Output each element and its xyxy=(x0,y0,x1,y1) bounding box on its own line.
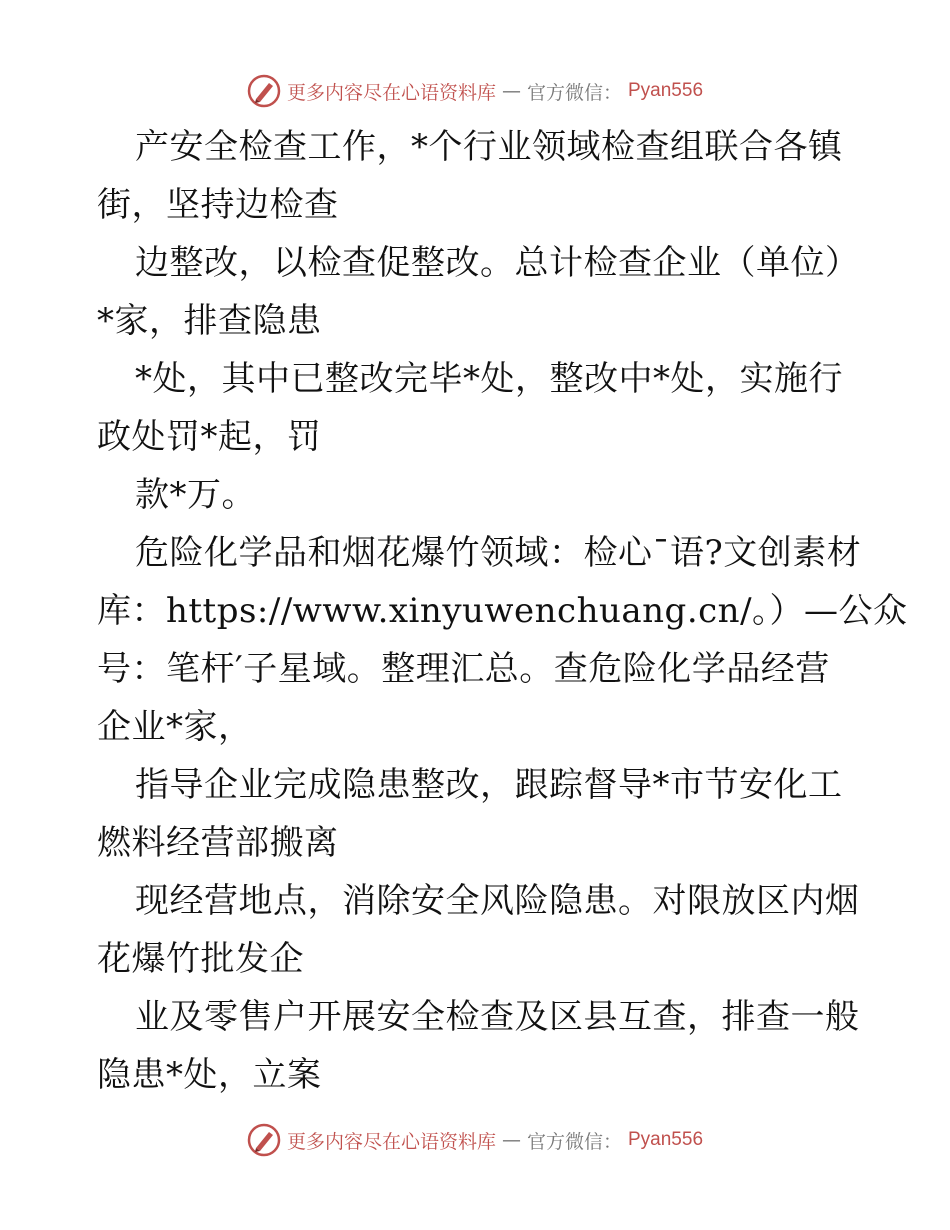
body-line: 政处罚*起，罚 xyxy=(97,417,322,457)
body-line: 花爆竹批发企 xyxy=(97,939,304,979)
body-line: 款*万。 xyxy=(135,475,256,515)
body-line: 产安全检查工作，*个行业领域检查组联合各镇 xyxy=(135,127,843,167)
body-line: 号：笔杆′子星域。整理汇总。查危险化学品经营 xyxy=(97,649,830,689)
footer-banner-text: 更多内容尽在心语资料库 xyxy=(286,1130,496,1153)
footer-wechat-label: 官方微信： xyxy=(526,1130,622,1153)
header-banner xyxy=(0,73,950,109)
pen-logo-icon xyxy=(247,74,281,108)
footer-wechat-id: Pyan556 xyxy=(628,1129,704,1150)
body-line: 库：https://www.xinyuwenchuang.cn/。）—公众 xyxy=(97,591,908,631)
header-banner-dash: — xyxy=(501,80,521,102)
header-banner-text: 更多内容尽在心语资料库 xyxy=(286,81,496,104)
body-line: 现经营地点，消除安全风险隐患。对限放区内烟 xyxy=(135,881,860,921)
body-line: 燃料经营部搬离 xyxy=(97,823,339,863)
pen-logo-icon xyxy=(247,1123,281,1157)
body-line: *家，排查隐患 xyxy=(97,301,322,341)
body-line: 危险化学品和烟花爆竹领域：检心¯语?文创素材 xyxy=(135,533,862,573)
body-line: 企业*家， xyxy=(97,707,253,747)
footer-banner-dash: — xyxy=(501,1129,521,1151)
header-wechat-id: Pyan556 xyxy=(628,80,704,101)
body-line: 隐患*处，立案 xyxy=(97,1055,322,1095)
footer-banner xyxy=(0,1122,950,1158)
document-body xyxy=(97,118,908,1104)
body-line: 街，坚持边检查 xyxy=(97,185,339,225)
body-line: 边整改，以检查促整改。总计检查企业（单位） xyxy=(135,243,860,283)
body-line: *处，其中已整改完毕*处，整改中*处，实施行 xyxy=(135,359,843,399)
body-line: 业及零售户开展安全检查及区县互查，排查一般 xyxy=(135,997,860,1037)
body-line: 指导企业完成隐患整改，跟踪督导*市节安化工 xyxy=(135,765,843,805)
header-wechat-label: 官方微信： xyxy=(526,81,622,104)
